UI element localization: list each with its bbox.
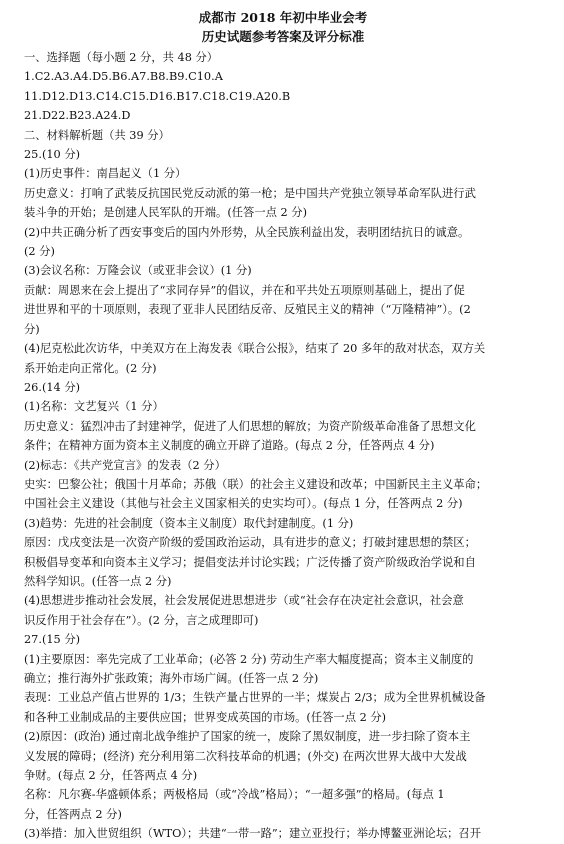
text-line: 二、材料解析题（共 39 分） (24, 128, 170, 142)
text-line: (1)历史事件：南昌起义（1 分） (24, 167, 187, 181)
text-line: 原因：戊戌变法是一次资产阶级的爱国政治运动，具有进步的意义；打破封建思想的禁区； (24, 536, 476, 550)
text-line: 27.(15 分) (24, 633, 81, 647)
text-line: 25.(10 分) (24, 148, 81, 162)
text-line: 史实：巴黎公社；俄国十月革命；苏俄（联）的社会主义建设和改革；中国新民主主义革命； (24, 477, 488, 491)
text-line: 历史意义：猛烈冲击了封建神学，促进了人们思想的解放；为资产阶级革命准备了思想文化 (24, 419, 476, 433)
document-title: 成都市 2018 年初中毕业会考 (198, 10, 368, 25)
text-line: 然科学知识。(任答一点 2 分) (24, 574, 172, 588)
text-line: (2 分) (24, 245, 55, 259)
text-line: 历史意义：打响了武装反抗国民党反动派的第一枪；是中国共产党独立领导革命军队进行武 (24, 186, 476, 200)
text-line: 26.(14 分) (24, 380, 81, 394)
text-line: (4)思想进步推动社会发展，社会发展促进思想进步（或“社会存在决定社会意识，社会意 (24, 594, 464, 608)
text-line: (1)主要原因：率先完成了工业革命；(必答 2 分) 劳动生产率大幅度提高；资本主义制度的 (24, 652, 474, 666)
text-line: 贡献：周恩来在会上提出了“求同存异”的倡议，并在和平共处五项原则基础上，提出了促 (24, 283, 465, 297)
document-subtitle: 历史试题参考答案及评分标准 (201, 29, 365, 44)
text-line: 积极倡导变革和向资本主义学习；提倡变法并讨论实践；广泛传播了资产阶级政治学说和自 (24, 555, 476, 569)
text-line: (2)中共正确分析了西安事变后的国内外形势，从全民族利益出发，表明团结抗日的诚意。 (24, 225, 470, 239)
text-line: 名称：凡尔赛-华盛顿体系；两极格局（或“冷战”格局）；“一超多强”的格局。(每点 1 (24, 788, 445, 802)
text-line: 确立；推行海外扩张政策；海外市场广阔。(任答一点 2 分) (24, 672, 319, 685)
text-line: 21.D22.B23.A24.D (24, 109, 131, 123)
text-line: 和各种工业制成品的主要供应国；世界变成英国的市场。(任答一点 2 分) (24, 710, 387, 724)
text-line: 一、选择题（每小题 2 分，共 48 分） (24, 51, 219, 64)
text-line: 分) (24, 322, 40, 336)
text-line: 分，任答两点 2 分) (24, 807, 122, 821)
text-line: (3)趋势：先进的社会制度（资本主义制度）取代封建制度。(1 分) (24, 516, 354, 530)
text-line: 1.C2.A3.A4.D5.B6.A7.B8.B9.C10.A (24, 70, 223, 84)
text-line: 表现：工业总产值占世界的 1/3；生铁产量占世界的一半；煤炭占 2/3；成为全世界机械设备 (24, 691, 486, 705)
text-line: (3)会议名称：万隆会议（或亚非会议）(1 分) (24, 264, 252, 278)
text-line: (3)举措：加入世贸组织（WTO）；共建“一带一路”；建立亚投行；举办博鳌亚洲论坛；召开 (24, 827, 482, 841)
text-line: 争财。(每点 2 分，任答两点 4 分) (24, 769, 198, 783)
text-line: 装斗争的开始；是创建人民军队的开端。(任答一点 2 分) (24, 206, 308, 220)
text-line: 系开始走向正常化。(2 分) (24, 361, 157, 375)
text-line: 条件；在精神方面为资本主义制度的确立开辟了道路。(每点 2 分，任答两点 4 分) (24, 439, 435, 453)
text-line: (4)尼克松此次访华，中美双方在上海发表《联合公报》，结束了 20 多年的敌对状态，双方关 (24, 342, 486, 356)
text-line: 11.D12.D13.C14.C15.D16.B17.C18.C19.A20.B (24, 89, 291, 103)
text-line: (2)标志：《共产党宣言》的发表（2 分） (24, 458, 226, 472)
text-line: 义发展的障碍；(经济) 充分利用第二次科技革命的机遇；(外交) 在两次世界大战中大发战 (24, 749, 467, 763)
text-line: (1)名称：文艺复兴（1 分） (24, 400, 164, 414)
answer-text-body (24, 48, 542, 844)
text-line: 中国社会主义建设（其他与社会主义国家相关的史实均可）。(每点 1 分，任答两点 2 分) (24, 497, 463, 511)
text-line: (2)原因：(政治) 通过南北战争维护了国家的统一，废除了黑奴制度，进一步扫除了资本主 (24, 730, 471, 744)
text-line: 识反作用于社会存在”）。(2 分，言之成理即可) (24, 613, 259, 627)
text-line: 进世界和平的十项原则，表现了亚非人民团结反帝、反殖民主义的精神（“万隆精神”）。(2 (24, 303, 471, 317)
